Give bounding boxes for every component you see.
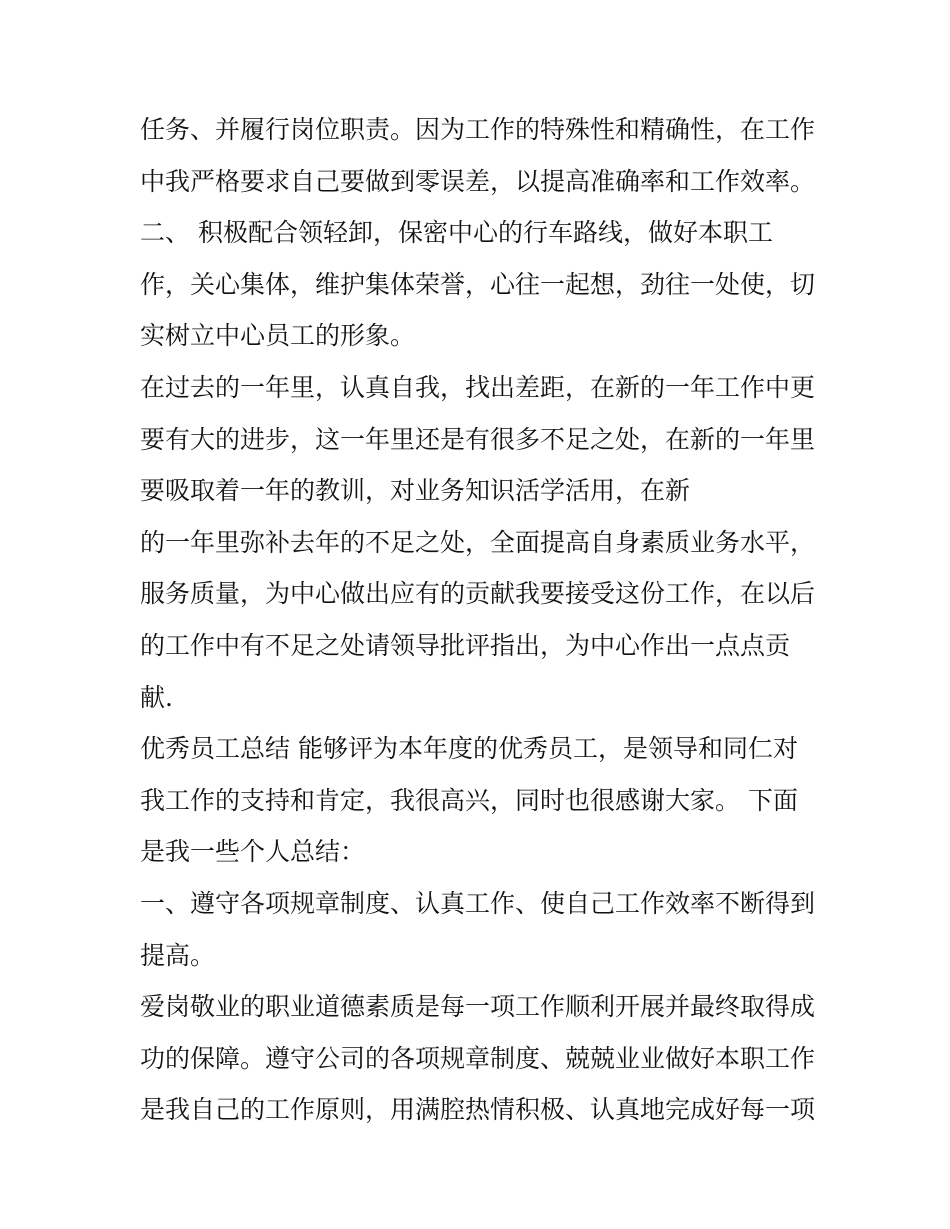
text-line-8: 要吸取着一年的教训，对业务知识活学活用，在新 (140, 476, 691, 506)
text-line-2: 中我严格要求自己要做到零误差，以提高准确率和工作效率。 (140, 166, 816, 196)
text-line-15: 是我一些个人总结： (140, 837, 366, 867)
text-line-20: 是我自己的工作原则，用满腔热情积极、认真地完成好每一项 (140, 1095, 816, 1125)
text-line-9: 的一年里弥补去年的不足之处，全面提高自身素质业务水平， (140, 527, 816, 557)
text-line-7: 要有大的进步，这一年里还是有很多不足之处，在新的一年里 (140, 424, 816, 454)
text-line-10: 服务质量，为中心做出应有的贡献我要接受这份工作，在以后 (140, 579, 816, 609)
text-line-19: 功的保障。遵守公司的各项规章制度、兢兢业业做好本职工作 (140, 1043, 816, 1073)
text-line-16: 一、遵守各项规章制度、认真工作、使自己工作效率不断得到 (140, 888, 816, 918)
text-line-18: 爱岗敬业的职业道德素质是每一项工作顺利开展并最终取得成 (140, 992, 816, 1022)
text-line-13: 优秀员工总结 能够评为本年度的优秀员工，是领导和同仁对 (140, 734, 798, 764)
text-line-6: 在过去的一年里，认真自我，找出差距，在新的一年工作中更 (140, 372, 816, 402)
body-text (140, 104, 830, 1136)
text-line-17: 提高。 (140, 940, 216, 970)
text-line-3: 二、 积极配合领轻卸，保密中心的行车路线，做好本职工 (140, 218, 773, 248)
text-line-14: 我工作的支持和肯定，我很高兴，同时也很感谢大家。 下面 (140, 785, 798, 815)
text-line-12: 献. (140, 682, 173, 712)
text-line-4: 作，关心集体，维护集体荣誉，心往一起想，劲往一处使，切 (140, 269, 816, 299)
text-line-5: 实树立中心员工的形象。 (140, 321, 416, 351)
text-line-1: 任务、并履行岗位职责。因为工作的特殊性和精确性，在工作 (140, 115, 816, 144)
text-line-11: 的工作中有不足之处请领导批评指出，为中心作出一点点贡 (140, 630, 791, 660)
